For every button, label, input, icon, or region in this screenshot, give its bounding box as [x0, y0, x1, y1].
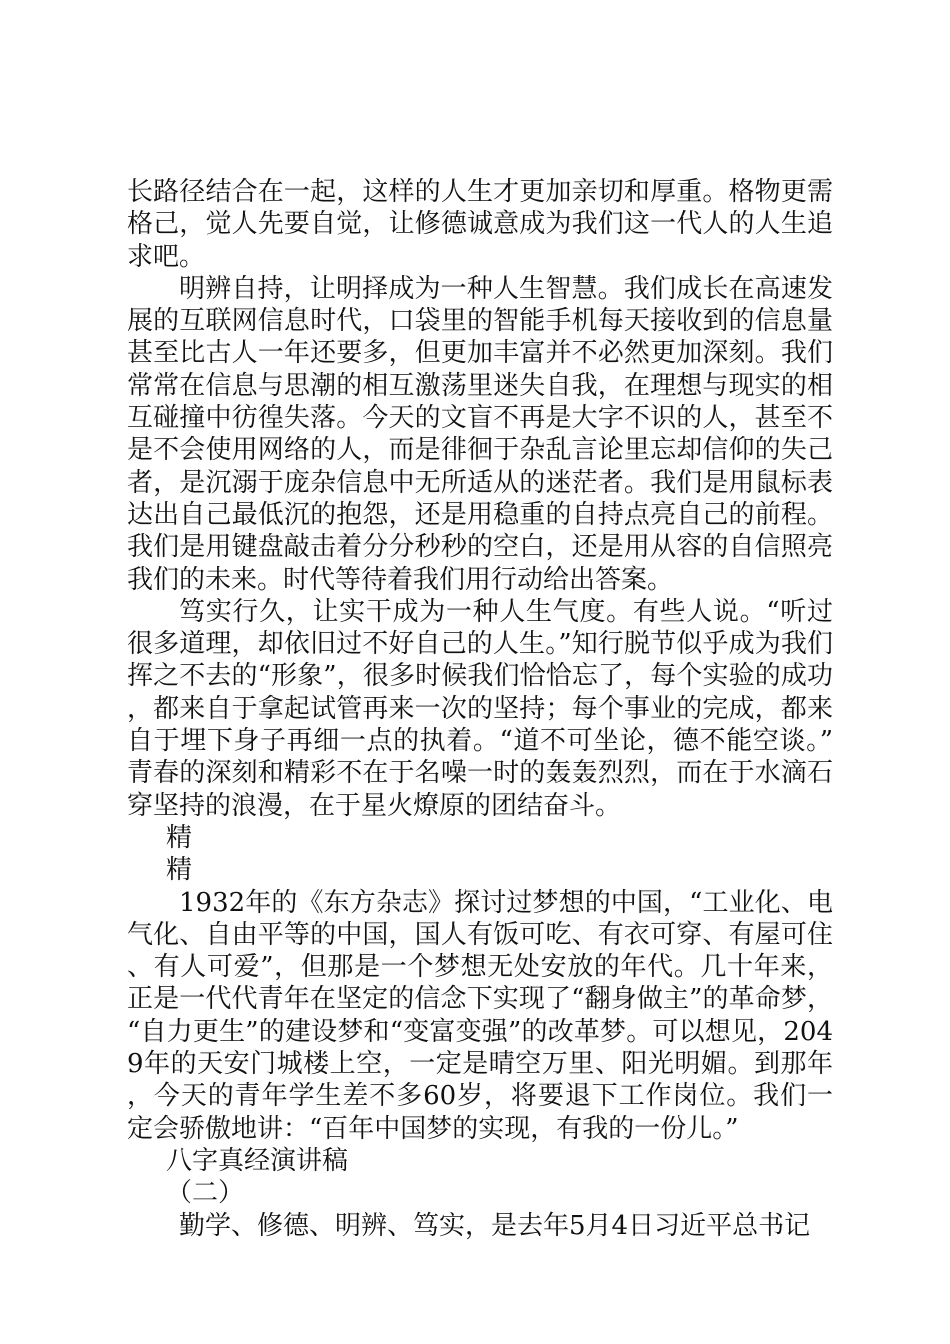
- fragment-line-1: 精: [166, 822, 193, 853]
- paragraph-continuation: 长路径结合在一起，这样的人生才更加亲切和厚重。格物更需格己，觉人先要自觉，让修德诚意成为我们这一代人的人生追求吧。: [127, 177, 833, 272]
- paragraph-dream: 1932年的《东方杂志》探讨过梦想的中国，“工业化、电气化、自由平等的中国，国人有饭可吃、有衣可穿、有屋可住、有人可爱”，但那是一个梦想无处安放的年代。几十年来，正是一代代青年在坚定的信念下实现了“翻身做主”的革命梦，“自力更生”的建设梦和“变富变强”的改革梦。可以想见，2049年的天安门城楼上空，一定是晴空万里、阳光明媚。到那年，今天的青年学生差不多60岁，将要退下工作岗位。我们一定会骄傲地讲：“百年中国梦的实现，有我的一份儿。”: [127, 887, 833, 1144]
- paragraph-discernment: 明辨自持，让明择成为一种人生智慧。我们成长在高速发展的互联网信息时代，口袋里的智能手机每天接收到的信息量甚至比古人一年还要多，但更加丰富并不必然更加深刻。我们常常在信息与思潮的相互激荡里迷失自我，在理想与现实的相互碰撞中彷徨失落。今天的文盲不再是大字不识的人，甚至不是不会使用网络的人，而是徘徊于杂乱言论里忘却信仰的失己者，是沉溺于庞杂信息中无所适从的迷茫者。我们是用鼠标表达出自己最低沉的抱怨，还是用稳重的自持点亮自己的前程。我们是用键盘敲击着分分秒秒的空白，还是用从容的自信照亮我们的未来。时代等待着我们用行动给出答案。: [127, 273, 833, 595]
- paragraph-next-start: 勤学、修德、明辨、笃实，是去年5月4日习近平总书记: [179, 1210, 811, 1241]
- fragment-line-2: 精: [166, 855, 193, 886]
- paragraph-practice: 笃实行久，让实干成为一种人生气度。有些人说。“听过很多道理，却依旧过不好自己的人生。”知行脱节似乎成为我们挥之不去的“形象”，很多时候我们恰恰忘了，每个实验的成功，都来自于拿起试管再来一次的坚持；每个事业的完成，都来自于埋下身子再细一点的执着。“道不可坐论，德不能空谈。”青春的深刻和精彩不在于名噪一时的轰轰烈烈，而在于水滴石穿坚持的浪漫，在于星火燎原的团结奋斗。: [127, 596, 833, 821]
- section-title: 八字真经演讲稿: [166, 1145, 349, 1176]
- document-body: [127, 176, 833, 1242]
- section-number: （二）: [166, 1178, 245, 1209]
